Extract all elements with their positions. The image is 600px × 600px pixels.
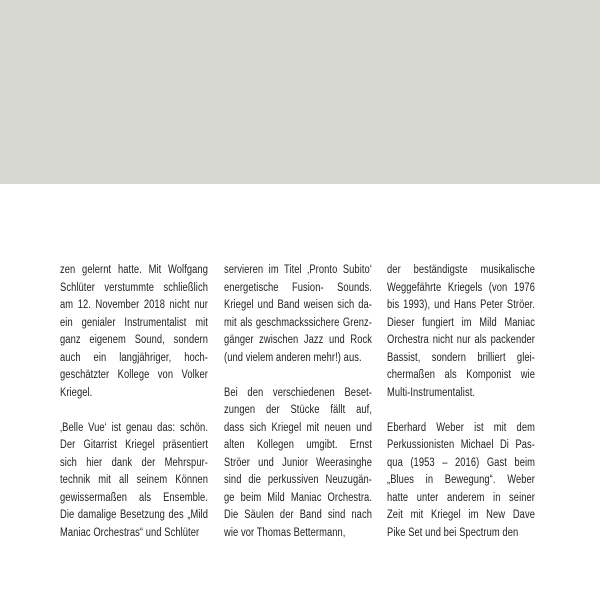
text-line: Bei den verschiedenen Beset- bbox=[223, 386, 372, 399]
text-line: auch ein langjähriger, hoch- bbox=[60, 351, 209, 364]
text-line: am 12. November 2018 nicht nur bbox=[60, 299, 209, 311]
header-image-placeholder bbox=[0, 0, 600, 184]
text-line: zungen der Stücke fällt auf, bbox=[223, 404, 372, 416]
paragraph bbox=[224, 385, 372, 543]
text-line: qua (1953 – 2016) Gast beim bbox=[387, 456, 536, 469]
text-line: dass sich Kriegel mit neuen und bbox=[223, 421, 372, 434]
text-line: Die Säulen der Band sind nach bbox=[223, 509, 372, 521]
text-line: ganz eigenem Sound, sondern bbox=[60, 334, 209, 346]
text-line: zen gelernt hatte. Mit Wolfgang bbox=[60, 264, 209, 276]
text-line: Zeit mit Kriegel im New Dave bbox=[387, 509, 536, 521]
text-line: Dieser fungiert im Mild Maniac bbox=[387, 316, 536, 329]
text-line: „Blues in Bewegung“. Weber bbox=[387, 474, 536, 486]
text-line: Weggefährte Kriegels (von 1976 bbox=[387, 281, 536, 294]
text-line: Bassist, sondern brilliert glei- bbox=[387, 351, 536, 364]
text-line: chermaßen als Komponist wie bbox=[387, 369, 536, 381]
text-line: sich hier dank der Mehrspur- bbox=[60, 456, 209, 469]
text-line: Kriegel. bbox=[60, 386, 93, 399]
text-line: hatte unter anderem in seiner bbox=[387, 491, 536, 504]
text-column-2 bbox=[224, 262, 372, 542]
text-line: servieren im Titel ‚Pronto Subito‘ bbox=[223, 264, 372, 276]
text-line: Der Gitarrist Kriegel präsentiert bbox=[60, 439, 209, 451]
text-line: energetische Fusion- Sounds. bbox=[223, 281, 372, 294]
text-line: gewissermaßen als Ensemble. bbox=[60, 491, 209, 504]
text-line: Multi-Instrumentalist. bbox=[387, 386, 476, 399]
text-line: (und vielem anderen mehr!) aus. bbox=[223, 351, 362, 364]
text-line: gänger zwischen Jazz und Rock bbox=[223, 334, 372, 346]
text-line: der beständigste musikalische bbox=[387, 264, 536, 276]
paragraph bbox=[224, 262, 372, 367]
text-line: Die damalige Besetzung des „Mild bbox=[60, 509, 209, 521]
text-line: ‚Belle Vue‘ ist genau das: schön. bbox=[60, 421, 209, 434]
text-line: geschätzter Kollege von Volker bbox=[60, 369, 209, 381]
text-line: ge beim Mild Maniac Orchestra. bbox=[223, 491, 372, 504]
text-column-3 bbox=[387, 262, 535, 542]
text-line: technik mit all seinem Können bbox=[60, 474, 209, 486]
text-line: bis 1993), und Hans Peter Ströer. bbox=[387, 299, 536, 311]
paragraph bbox=[60, 262, 208, 402]
text-line: Schlüter verstummte schließlich bbox=[60, 281, 209, 294]
paragraph bbox=[60, 420, 208, 543]
text-line: Pike Set und bei Spectrum den bbox=[387, 526, 519, 539]
text-line: wie vor Thomas Bettermann, bbox=[223, 526, 345, 539]
text-line: Ströer und Junior Weerasinghe bbox=[223, 456, 372, 469]
text-line: ein genialer Instrumentalist mit bbox=[60, 316, 209, 329]
text-line: Perkussionisten Michael Di Pas- bbox=[387, 439, 536, 451]
paragraph bbox=[387, 262, 535, 402]
text-line: Maniac Orchestras“ und Schlüter bbox=[60, 526, 200, 539]
text-line: Orchestra nicht nur als packender bbox=[387, 334, 536, 346]
text-line: alten Kollegen umgibt. Ernst bbox=[223, 439, 372, 451]
text-line: sind die perkussiven Neuzugän- bbox=[223, 474, 372, 486]
paragraph bbox=[387, 420, 535, 543]
text-line: Kriegel und Band weisen sich da- bbox=[223, 299, 372, 311]
text-column-1 bbox=[60, 262, 208, 542]
article-text-block bbox=[60, 262, 535, 552]
text-line: Eberhard Weber ist mit dem bbox=[387, 421, 536, 434]
text-line: mit als geschmackssichere Grenz- bbox=[223, 316, 372, 329]
